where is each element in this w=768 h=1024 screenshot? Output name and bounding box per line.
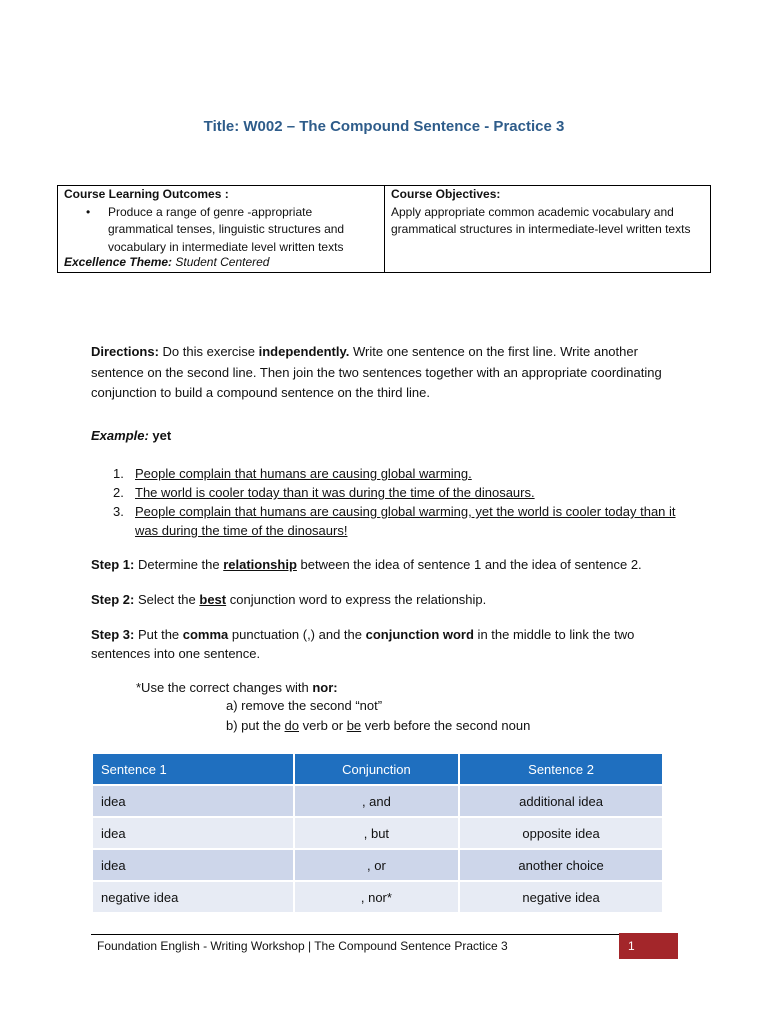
step-2 bbox=[91, 590, 691, 609]
learning-outcomes-cell bbox=[58, 186, 385, 272]
step-3-text-1: Put the bbox=[134, 627, 183, 642]
list-item-text: People complain that humans are causing global warming. bbox=[135, 466, 472, 481]
excellence-label: Excellence Theme: bbox=[64, 254, 173, 269]
step-2-text-1: Select the bbox=[134, 592, 200, 607]
excellence-value: Student Centered bbox=[175, 254, 270, 269]
list-item-text: People complain that humans are causing global warming, yet the world is cooler today than it was during the time of the dinosaurs! bbox=[135, 504, 676, 538]
step-1 bbox=[91, 555, 691, 574]
list-item-number: 2. bbox=[113, 485, 124, 500]
nor-rule-a: a) remove the second “not” bbox=[226, 698, 383, 713]
table-cell: idea bbox=[93, 850, 293, 882]
step-1-label: Step 1: bbox=[91, 557, 135, 572]
step-3-bold-2: conjunction word bbox=[365, 627, 474, 642]
table-cell: , but bbox=[295, 818, 458, 850]
example-list bbox=[91, 464, 691, 540]
table-row bbox=[93, 818, 662, 850]
nor-rule-b-text-1: b) put the bbox=[226, 718, 285, 733]
nor-note-text: *Use the correct changes with bbox=[136, 680, 313, 695]
step-2-keyword: best bbox=[199, 592, 227, 607]
nor-rule-b bbox=[226, 716, 530, 735]
table-row bbox=[93, 786, 662, 818]
step-2-label: Step 2: bbox=[91, 592, 135, 607]
page-title: Title: W002 – The Compound Sentence - Practice 3 bbox=[203, 118, 565, 135]
table-cell: additional idea bbox=[460, 786, 662, 818]
nor-rule-b-be: be bbox=[346, 718, 362, 733]
step-3-text-2: punctuation (,) and the bbox=[228, 627, 366, 642]
nor-rule-b-do: do bbox=[284, 718, 300, 733]
directions bbox=[91, 342, 691, 404]
step-3-text-3: in the middle to link the two sentences into one sentence. bbox=[91, 627, 635, 661]
step-3-label: Step 3: bbox=[91, 627, 135, 642]
example-label: Example: bbox=[91, 428, 149, 443]
learning-outcome-item bbox=[64, 204, 378, 257]
table-cell: idea bbox=[93, 818, 293, 850]
footer-divider bbox=[91, 934, 619, 935]
example-value: yet bbox=[148, 428, 172, 443]
step-3 bbox=[91, 625, 691, 663]
nor-rule-b-text-3: verb before the second noun bbox=[361, 718, 531, 733]
course-objectives-text: Apply appropriate common academic vocabulary and grammatical structures in intermediate-level written texts bbox=[391, 204, 691, 236]
table-cell: , nor* bbox=[295, 882, 458, 914]
list-item bbox=[91, 502, 691, 540]
header-sentence-2: Sentence 2 bbox=[460, 754, 662, 786]
excellence-theme bbox=[64, 254, 269, 272]
directions-bold: independently. bbox=[258, 344, 350, 359]
footer-text: Foundation English - Writing Workshop | The Compound Sentence Practice 3 bbox=[97, 939, 508, 953]
learning-outcomes-heading: Course Learning Outcomes : bbox=[64, 187, 229, 201]
table-cell: negative idea bbox=[93, 882, 293, 914]
table-cell: idea bbox=[93, 786, 293, 818]
bullet-icon: • bbox=[86, 204, 91, 219]
list-item bbox=[91, 483, 691, 502]
header-conjunction: Conjunction bbox=[295, 754, 458, 786]
nor-rule-b-text-2: verb or bbox=[299, 718, 347, 733]
table-row bbox=[93, 850, 662, 882]
step-2-text-2: conjunction word to express the relationship. bbox=[226, 592, 487, 607]
table-cell: , or bbox=[295, 850, 458, 882]
example-heading bbox=[91, 428, 171, 443]
directions-text-2: Write one sentence on the first line. Write another sentence on the second line. Then join the two sentences together with an appropriate coordinating conjunction to build a compound sentence on the third line. bbox=[91, 344, 662, 400]
list-item-number: 1. bbox=[113, 466, 124, 481]
table-cell: opposite idea bbox=[460, 818, 662, 850]
learning-outcome-text: Produce a range of genre -appropriate grammatical tenses, linguistic structures and vocabulary in intermediate level written texts bbox=[108, 204, 345, 254]
table-cell: , and bbox=[295, 786, 458, 818]
nor-note bbox=[136, 678, 338, 697]
list-item-number: 3. bbox=[113, 504, 124, 519]
list-item bbox=[91, 464, 691, 483]
step-1-keyword: relationship bbox=[223, 557, 297, 572]
course-objectives-cell bbox=[385, 186, 710, 272]
conjunction-table bbox=[91, 754, 664, 914]
step-1-text-1: Determine the bbox=[134, 557, 224, 572]
table-row bbox=[93, 882, 662, 914]
step-1-text-2: between the idea of sentence 1 and the idea of sentence 2. bbox=[296, 557, 642, 572]
table-header-row bbox=[93, 754, 662, 786]
table-cell: negative idea bbox=[460, 882, 662, 914]
course-objectives-heading: Course Objectives: bbox=[391, 187, 501, 201]
header-sentence-1: Sentence 1 bbox=[93, 754, 293, 786]
list-item-text: The world is cooler today than it was during the time of the dinosaurs. bbox=[135, 485, 535, 500]
step-3-bold-1: comma bbox=[182, 627, 229, 642]
directions-text-1: Do this exercise bbox=[158, 344, 259, 359]
page-number: 1 bbox=[619, 933, 678, 959]
nor-note-bold: nor: bbox=[312, 680, 338, 695]
outcomes-table bbox=[57, 185, 711, 273]
directions-label: Directions: bbox=[91, 344, 159, 359]
table-cell: another choice bbox=[460, 850, 662, 882]
